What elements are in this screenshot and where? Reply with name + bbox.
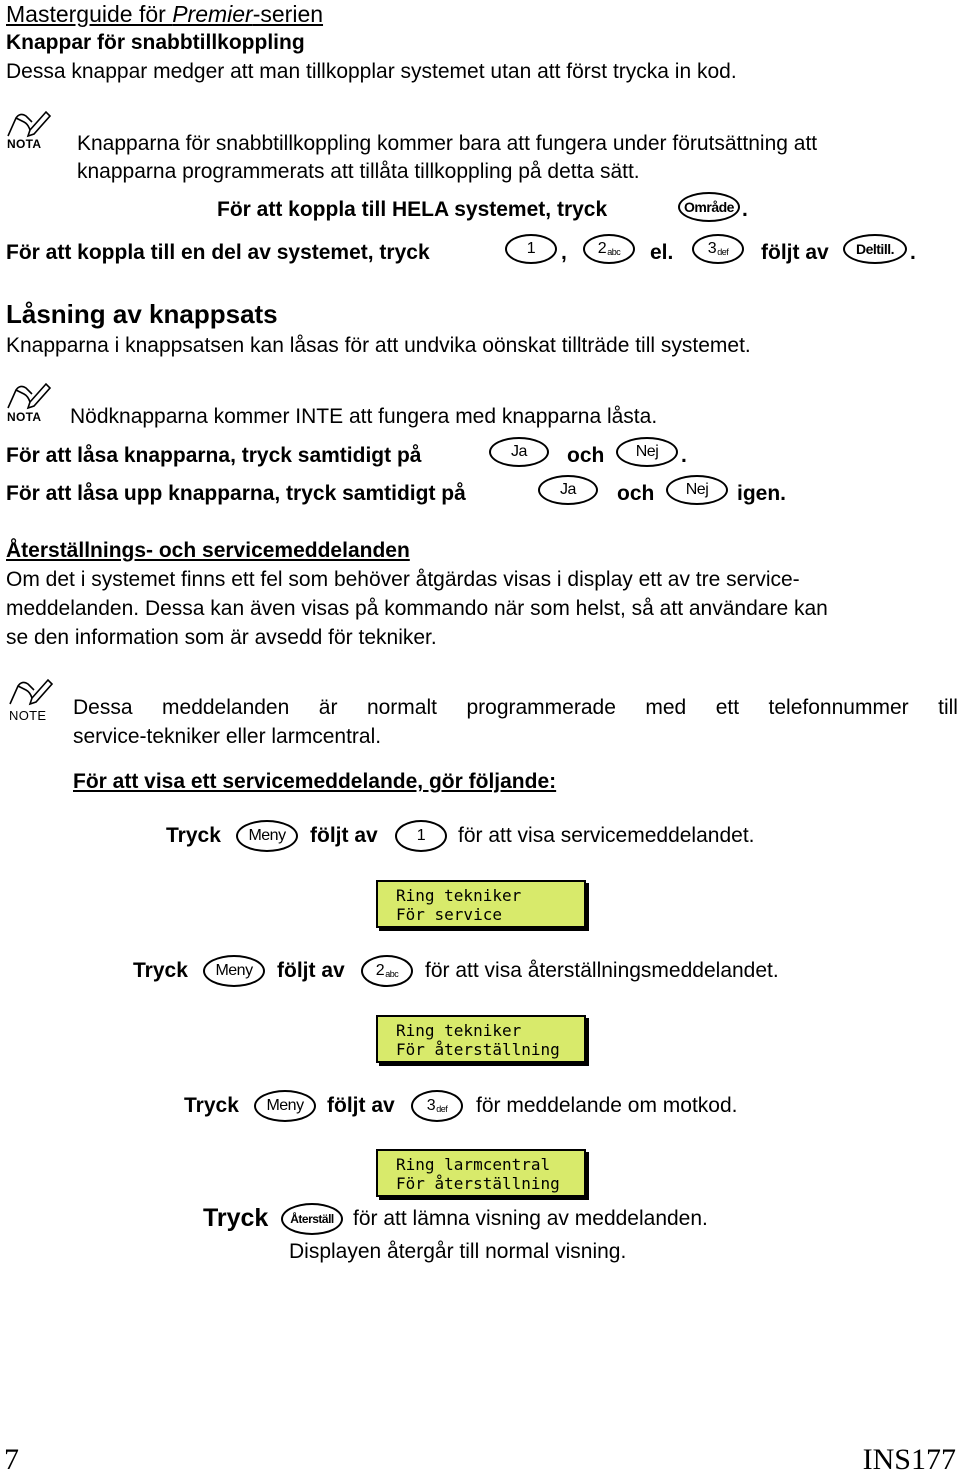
howto-heading: För att visa ett servicemeddelande, gör följande: [73,770,557,793]
exit-description-2: Displayen återgår till normal visning. [289,1240,627,1263]
reset-key: Återställ [281,1203,343,1235]
note-label: NOTA [7,137,42,151]
note-pencil-icon [6,380,52,410]
note-word: programmerade [466,696,616,719]
lock-intro: Knapparna i knappsatsen kan låsas för att undvika oönskat tillträde till systemet. [6,334,751,357]
lcd-display-service [376,880,586,928]
key-3-def [692,234,744,264]
followed-by-text: följt av [761,241,829,264]
note-word: till [938,696,958,719]
service-note-line-justified [73,695,958,721]
key-3-sub: def [436,1103,448,1114]
followed-by-text: följt av [310,824,378,847]
lcd-line: För återställning [396,1174,560,1193]
key-2-abc [361,955,413,987]
step1-description: för att visa servicemeddelandet. [458,824,755,847]
note-word: är [318,696,338,719]
exit-description: för att lämna visning av meddelanden. [353,1207,708,1230]
note-word: ett [715,696,740,719]
key-3-sub: def [717,246,729,257]
menu-key: Meny [236,820,298,852]
key-3-main: 3 [707,240,717,257]
menu-key: Meny [254,1090,316,1122]
key-2-main: 2 [375,962,385,979]
note-word: Dessa [73,696,133,719]
note-pencil-icon [8,676,54,706]
lock-end: . [681,444,687,467]
page-title [6,0,323,28]
comma: , [561,241,567,264]
followed-by-text: följt av [277,959,345,982]
lcd-display-reset [376,1015,586,1063]
menu-key: Meny [203,955,265,987]
key-1: 1 [505,234,557,264]
step3-description: för meddelande om motkod. [476,1094,738,1117]
press-text: Tryck [203,1204,269,1232]
service-para-line: Om det i systemet finns ett fel som behöver åtgärdas visas i display ett av tre service- [6,568,800,591]
note-text-line: knapparna programmerats att tillåta tillkoppling på detta sätt. [77,160,640,183]
part-arm-end: . [910,241,916,264]
unlock-instruction: För att låsa upp knapparna, tryck samtidigt på [6,482,466,505]
full-arm-instruction: För att koppla till HELA systemet, tryck [217,198,608,221]
key-2-sub: abc [385,968,399,979]
note-text-line: Knapparna för snabbtillkoppling kommer bara att fungera under förutsättning att [77,132,818,155]
and-text: och [567,444,605,467]
yes-key: Ja [489,437,549,467]
note-word: normalt [366,696,437,719]
service-para-line: meddelanden. Dessa kan även visas på kommando när som helst, så att användare kan [6,597,828,620]
quick-arm-heading: Knappar för snabbtillkoppling [6,31,305,54]
part-arm-instruction: För att koppla till en del av systemet, tryck [6,241,430,264]
lcd-line: För service [396,905,502,924]
lock-heading: Låsning av knappsats [6,299,278,329]
followed-by-text: följt av [327,1094,395,1117]
service-para-line: se den information som är avsedd för tekniker. [6,626,437,649]
lock-note-text: Nödknapparna kommer INTE att fungera med knapparna låsta. [70,405,658,428]
no-key: Nej [666,475,728,505]
unlock-end: igen. [737,482,787,505]
note-word: med [645,696,687,719]
lcd-line: Ring larmcentral [396,1155,551,1174]
document-code: INS177 [862,1443,956,1476]
key-2-sub: abc [607,246,621,257]
service-heading: Återställnings- och servicemeddelanden [6,539,410,562]
note-pencil-icon [6,108,52,138]
step2-description: för att visa återställningsmeddelandet. [425,959,779,982]
lcd-display-monitoring [376,1149,586,1197]
key-2-abc [583,234,635,264]
note-label: NOTA [7,410,42,424]
page-number: 7 [4,1443,19,1476]
note-word: telefonnummer [768,696,909,719]
and-text: och [617,482,655,505]
note-label: NOTE [9,708,47,723]
press-text: Tryck [133,959,188,982]
key-2-main: 2 [597,240,607,257]
lock-instruction: För att låsa knapparna, tryck samtidigt på [6,444,422,467]
press-text: Tryck [184,1094,239,1117]
key-1: 1 [395,820,447,852]
key-3-main: 3 [426,1097,436,1114]
title-suffix: -serien [252,1,324,27]
title-prefix: Masterguide för [6,1,173,27]
quick-arm-intro: Dessa knappar medger att man tillkopplar systemet utan att först trycka in kod. [6,60,737,83]
or-text: el. [650,241,674,264]
yes-key: Ja [538,475,598,505]
press-text: Tryck [166,824,221,847]
area-key: Område [678,192,740,222]
title-italic: Premier [172,1,253,27]
part-arm-key: Deltill. [843,234,907,264]
no-key: Nej [616,437,678,467]
lcd-line: Ring tekniker [396,886,522,905]
note-word: meddelanden [162,696,290,719]
service-note-line: service-tekniker eller larmcentral. [73,725,382,748]
lcd-line: Ring tekniker [396,1021,522,1040]
lcd-line: För återställning [396,1040,560,1059]
full-arm-end: . [742,198,748,221]
key-3-def [411,1090,463,1122]
